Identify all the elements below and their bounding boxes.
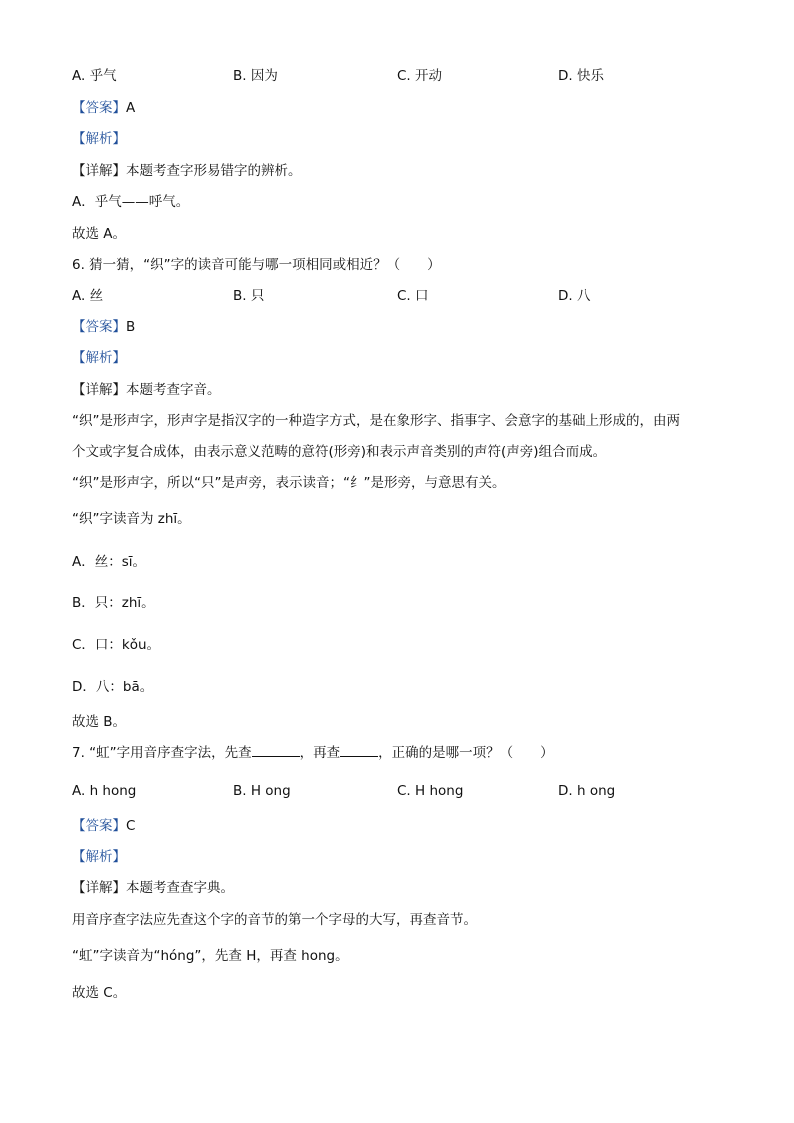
q7-detail [72,879,234,897]
detail-tag: 【详解】 [72,880,126,896]
q6-para1-line1: “织”是形声字，形声字是指汉字的一种造字方式，是在象形字、指事字、会意字的基础上形成的，由两 [72,413,680,429]
q6-analysis-tag: 【解析】 [72,350,126,366]
q7-para2: “虹”字读音为“hóng”，先查 H，再查 hong。 [72,948,349,964]
answer-tag: 【答案】 [72,818,126,834]
q7-question-part3: ，正确的是哪一项？（ ） [378,745,554,761]
q7-question-part1: 7. “虹”字用音序查字法，先查 [72,745,252,761]
answer-value: B [126,319,136,335]
q6-pinyin-d: D．八：bā。 [72,679,154,695]
q6-option-a: A. 丝 [72,288,104,304]
q6-option-c: C. 口 [397,288,429,304]
q7-conclusion: 故选 C。 [72,985,127,1001]
q5-analysis-tag: 【解析】 [72,131,126,147]
q6-detail [72,381,221,399]
detail-tag: 【详解】 [72,382,126,398]
q5-option-d: D. 快乐 [558,68,604,84]
q6-para2: “织”是形声字，所以“只”是声旁，表示读音；“纟”是形旁，与意思有关。 [72,475,506,491]
detail-text: 本题考查查字典。 [126,880,234,896]
q5-option-c: C. 开动 [397,68,443,84]
q7-blank-2 [340,744,378,757]
q7-para1: 用音序查字法应先查这个字的音节的第一个字母的大写，再查音节。 [72,912,477,928]
detail-text: 本题考查字音。 [126,382,221,398]
q7-question [72,744,554,762]
answer-tag: 【答案】 [72,100,126,116]
q7-option-c: C. H hong [397,783,464,799]
q6-option-b: B. 只 [233,288,265,304]
q5-option-a: A. 乎气 [72,68,117,84]
detail-text: 本题考查字形易错字的辨析。 [126,163,302,179]
q7-answer [72,817,135,835]
q6-conclusion: 故选 B。 [72,714,127,730]
answer-value: C [126,818,136,834]
q7-option-b: B. H ong [233,783,291,799]
q7-analysis-tag: 【解析】 [72,849,126,865]
q6-pinyin-b: B．只：zhī。 [72,595,155,611]
q5-conclusion: 故选 A。 [72,226,127,242]
q6-para3: “织”字读音为 zhī。 [72,511,191,527]
q5-explanation-line: A．乎气——呼气。 [72,194,190,210]
answer-tag: 【答案】 [72,319,126,335]
q7-option-d: D. h ong [558,783,616,799]
q6-answer [72,318,135,336]
q6-pinyin-c: C．口：kǒu。 [72,637,161,653]
q5-answer [72,99,135,117]
q6-para1-line2: 个文或字复合成体，由表示意义范畴的意符(形旁)和表示声音类别的声符(声旁)组合而成。 [72,444,607,460]
q6-option-d: D. 八 [558,288,591,304]
q6-pinyin-a: A．丝：sī。 [72,554,147,570]
detail-tag: 【详解】 [72,163,126,179]
q5-option-b: B. 因为 [233,68,278,84]
q7-question-part2: ，再查 [299,745,341,761]
q5-detail [72,162,302,180]
q7-blank-1 [252,744,300,757]
q6-question: 6. 猜一猜，“织”字的读音可能与哪一项相同或相近？（ ） [72,257,441,273]
answer-value: A [126,100,136,116]
q7-option-a: A. h hong [72,783,137,799]
